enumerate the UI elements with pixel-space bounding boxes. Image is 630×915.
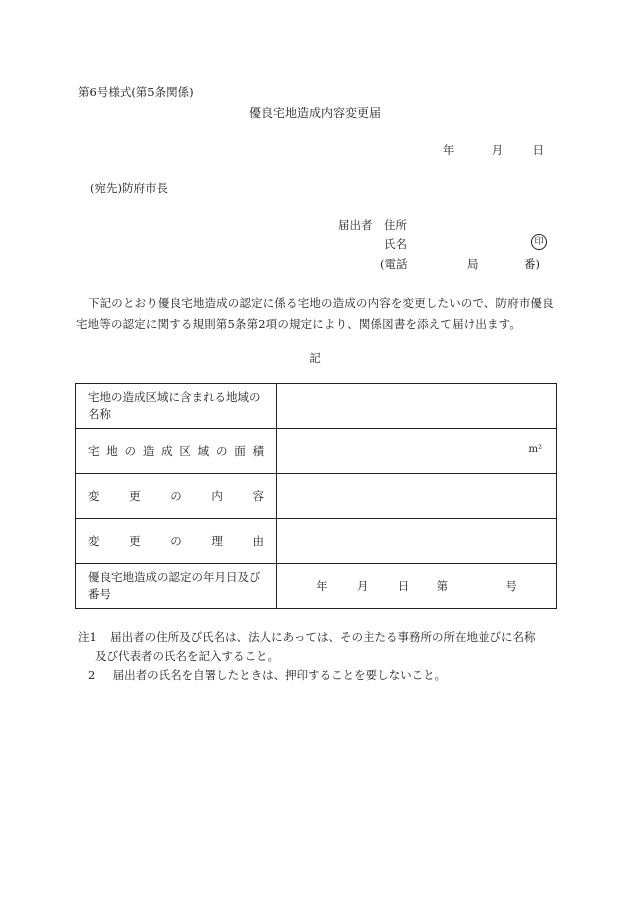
phone-label: (電話 [380,257,408,271]
row-label-change-reason: 変更の理由 [76,519,277,564]
document-title: 優良宅地造成内容変更届 [248,106,381,120]
applicant-address-label: 住所 [384,218,407,232]
body-text: 下記のとおり優良宅地造成の認定に係る宅地の造成の内容を変更したいので、防府市優良宅地等の認定に関する規則第5条第2項の規定により、関係図書を添えて届け出ます。 [76,296,554,331]
cert-year-label: 年 [316,579,328,593]
certification-field[interactable] [277,564,557,609]
row-label-change-content: 変更の内容 [76,474,277,519]
date-month-label: 月 [491,143,504,157]
table-row [76,519,557,564]
form-number: 第6号様式(第5条関係) [78,85,194,99]
date-year-label: 年 [442,143,455,157]
cert-day-label: 日 [397,579,410,593]
table-row [76,429,557,474]
table-row [76,384,557,429]
row-label-certification: 優良宅地造成の認定の年月日及び番号 [76,564,277,609]
square-meter-unit: m² [528,444,542,455]
note-2-label: 2 [88,668,96,682]
date-line [443,142,544,158]
applicant-name-label: 氏名 [384,237,407,251]
change-reason-field[interactable] [277,519,557,564]
note-2 [88,666,578,685]
change-content-field[interactable] [277,474,557,519]
applicant-label: 届出者 [338,218,373,232]
area-size-field[interactable] [277,429,557,474]
cert-month-label: 月 [356,579,369,593]
note-1-label: 注1 [78,630,97,644]
note-1-continued: 及び代表者の氏名を記入すること。 [95,649,279,663]
cert-dai-label: 第 [436,579,449,593]
table-row [76,474,557,519]
row-label-area-name: 宅地の造成区域に含まれる地域の名称 [76,384,277,429]
note-1-text: 届出者の住所及び氏名は、法人にあっては、その主たる事務所の所在地並びに名称 [110,630,536,644]
certification-date-number [289,578,544,594]
record-heading: 記 [309,351,321,365]
phone-bureau-label: 局 [467,257,479,271]
seal-mark: 印 [531,234,547,250]
addressee: (宛先)防府市長 [90,181,168,195]
table-row [76,564,557,609]
note-2-text: 届出者の氏名を自署したときは、押印することを要しないこと。 [112,668,447,682]
note-1 [78,628,568,647]
form-table [75,383,557,609]
cert-gou-label: 号 [505,579,517,593]
phone-number-label: 番) [524,257,540,271]
row-label-area-size: 宅地の造成区域の面積 [76,429,277,474]
area-name-field[interactable] [277,384,557,429]
date-day-label: 日 [532,143,544,157]
